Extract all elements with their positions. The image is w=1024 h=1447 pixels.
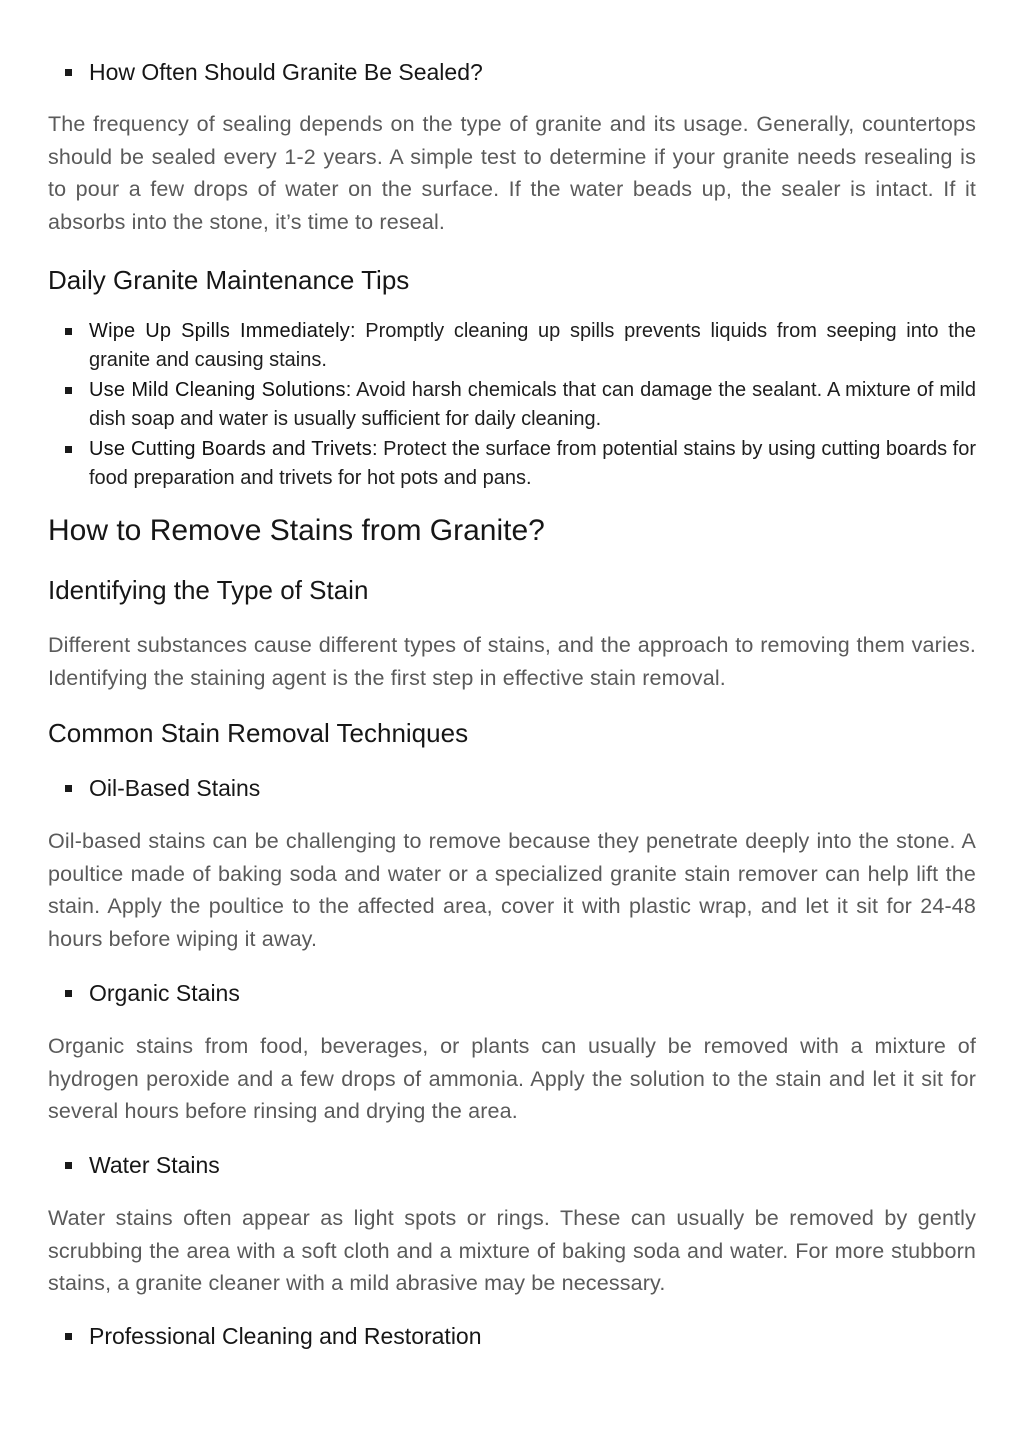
- square-bullet-icon: [65, 328, 72, 335]
- square-bullet-icon: [65, 446, 72, 453]
- list-item: [48, 317, 976, 374]
- water-stains-paragraph: Water stains often appear as light spots or rings. These can usually be removed by gently scrubbing the area with a soft cloth and a mixture of baking soda and water. For more stubborn stains, a granite cleaner with a mild abrasive may be necessary.: [48, 1206, 976, 1296]
- daily-maintenance-heading: Daily Granite Maintenance Tips: [48, 265, 410, 295]
- sealing-question: How Often Should Granite Be Sealed?: [89, 59, 483, 85]
- square-bullet-icon: [65, 990, 72, 997]
- square-bullet-icon: [65, 1162, 72, 1169]
- tip-text: : Protect the surface from potential stains by using cutting boards for food preparation and trivets for hot pots and pans.: [89, 437, 976, 489]
- water-stains-item: [48, 1150, 220, 1180]
- daily-tips-list: [48, 317, 976, 494]
- list-item: [48, 435, 976, 492]
- technique-label: Oil-Based Stains: [89, 775, 261, 801]
- tip-text: : Promptly cleaning up spills prevents liquids from seeping into the granite and causing stains.: [89, 320, 977, 371]
- oil-stains-item: [48, 773, 260, 803]
- sealing-question-item: [48, 57, 483, 87]
- tip-name: Wipe Up Spills Immediately: [89, 320, 350, 342]
- tip-name: Use Cutting Boards and Trivets: [89, 437, 372, 460]
- square-bullet-icon: [65, 1333, 72, 1340]
- stain-removal-title: How to Remove Stains from Granite?: [48, 514, 545, 547]
- square-bullet-icon: [65, 387, 72, 394]
- identify-stain-paragraph: Different substances cause different types of stains, and the approach to removing them varies. Identifying the staining agent is the first step in effective stain removal.: [48, 633, 976, 690]
- technique-label: Organic Stains: [89, 980, 240, 1006]
- square-bullet-icon: [65, 785, 72, 792]
- list-item: [48, 376, 976, 433]
- techniques-heading: Common Stain Removal Techniques: [48, 718, 469, 748]
- identify-stain-heading: Identifying the Type of Stain: [48, 575, 369, 605]
- tip-text: : Avoid harsh chemicals that can damage the sealant. A mixture of mild dish soap and water is usually sufficient for daily cleaning.: [89, 378, 976, 430]
- sealing-paragraph: The frequency of sealing depends on the type of granite and its usage. Generally, countertops should be sealed every 1-2 years. A simple test to determine if your granite needs resealing is to pour a few drops of water on the surface. If the water beads up, the sealer is intact. If it absorbs into the stone, it’s time to reseal.: [48, 112, 976, 235]
- square-bullet-icon: [65, 69, 72, 76]
- organic-stains-item: [48, 978, 240, 1008]
- oil-stains-paragraph: Oil-based stains can be challenging to remove because they penetrate deeply into the stone. A poultice made of baking soda and water or a specialized granite stain remover can help lift the stain. Apply the poultice to the affected area, cover it with plastic wrap, and let it sit for 24-48 hours before wiping it away.: [48, 829, 976, 952]
- technique-label: Water Stains: [89, 1152, 220, 1178]
- organic-stains-paragraph: Organic stains from food, beverages, or plants can usually be removed with a mixture of hydrogen peroxide and a few drops of ammonia. Apply the solution to the stain and let it sit for several hours before rinsing and drying the area.: [48, 1034, 976, 1124]
- professional-cleaning-item: [48, 1321, 482, 1351]
- tip-name: Use Mild Cleaning Solutions: [89, 378, 346, 401]
- technique-label: Professional Cleaning and Restoration: [89, 1323, 482, 1349]
